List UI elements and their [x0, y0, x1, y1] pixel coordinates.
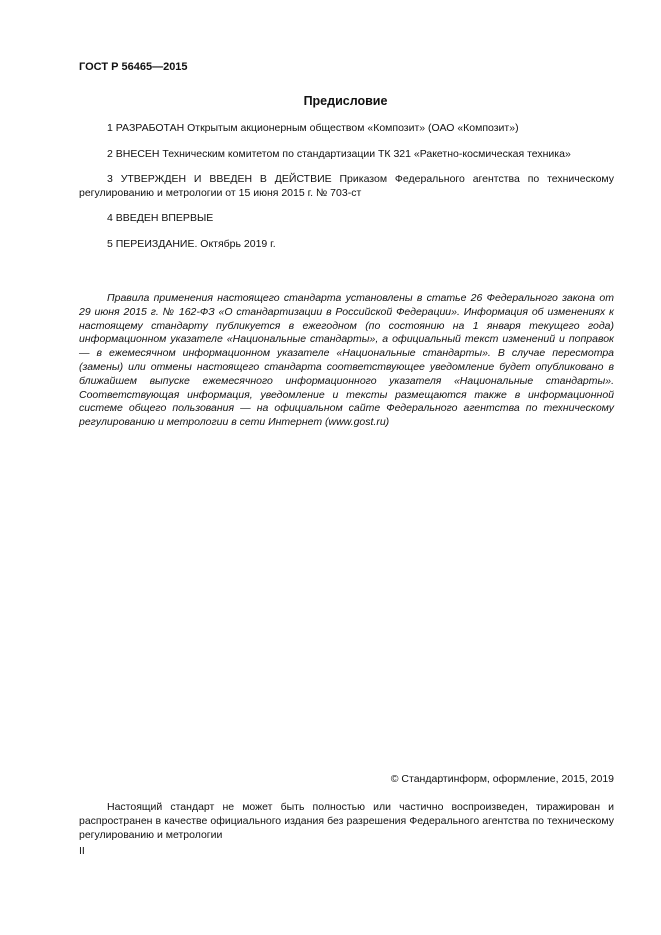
- foreword-item-text: 2 ВНЕСЕН Техническим комитетом по стандартизации ТК 321 «Ракетно-космическая техника»: [107, 148, 571, 160]
- reproduction-notice-text: Настоящий стандарт не может быть полностью или частично воспроизведен, тиражирован и распространен в качестве официального издания без разрешения Федерального агентства по техническому регулированию и метрологии: [79, 801, 614, 841]
- foreword-item-text: 3 УТВЕРЖДЕН И ВВЕДЕН В ДЕЙСТВИЕ Приказом Федерального агентства по техническому регулированию и метрологии от 15 июня 2015 г. № 703-ст: [79, 173, 614, 199]
- foreword-item-2: [79, 147, 614, 161]
- foreword-item-text: 4 ВВЕДЕН ВПЕРВЫЕ: [107, 212, 214, 224]
- foreword-item-1: [79, 121, 614, 135]
- document-code: ГОСТ Р 56465—2015: [79, 61, 188, 73]
- foreword-item-text: 5 ПЕРЕИЗДАНИЕ. Октябрь 2019 г.: [107, 238, 276, 250]
- page-title: Предисловие: [303, 94, 388, 108]
- foreword-item-4: [79, 211, 614, 225]
- foreword-item-3: [79, 172, 614, 200]
- note-text: Правила применения настоящего стандарта установлены в статье 26 Федерального закона от 29 июня 2015 г. № 162-ФЗ «О стандартизации в Российской Федерации». Информация об изменениях к настоящему стандарту публикуется в ежегодном (по состоянию на 1 января текущего года) информационном указателе «Национальные стандарты», а официальный текст изменений и поправок — в ежемесячном информационном указателе «Национальные стандарты». В случае пересмотра (замены) или отмены настоящего стандарта соответствующее уведомление будет опубликовано в ближайшем выпуске ежемесячного информационного указателя «Национальные стандарты». Соответствующая информация, уведомление и тексты размещаются также в информационной системе общего пользования — на официальном сайте Федерального агентства по техническому регулированию и метрологии в сети Интернет (www.gost.ru): [79, 292, 614, 429]
- foreword-item-5: [79, 237, 614, 251]
- foreword-item-text: 1 РАЗРАБОТАН Открытым акционерным обществом «Композит» (ОАО «Композит»): [107, 122, 519, 134]
- copyright-notice: © Стандартинформ, оформление, 2015, 2019: [390, 773, 614, 785]
- application-rules-note: [79, 292, 614, 430]
- reproduction-notice: [79, 800, 614, 842]
- page-number: II: [79, 845, 85, 857]
